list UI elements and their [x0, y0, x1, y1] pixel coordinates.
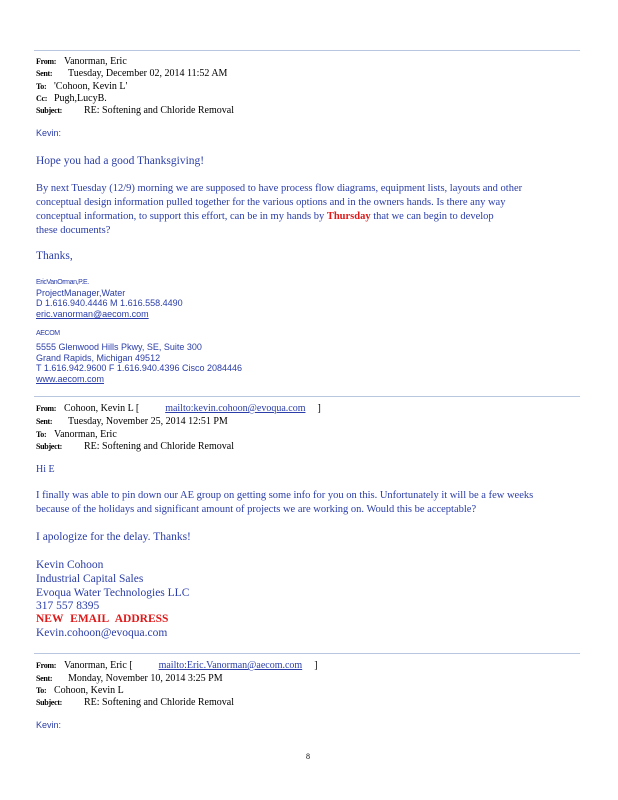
email2-greeting: Hi E	[36, 464, 55, 475]
email2-sig-company: Evoqua Water Technologies LLC	[36, 587, 190, 599]
email1-from-line	[36, 56, 127, 67]
from-label: From:	[36, 404, 57, 413]
email2-mailto-link[interactable]: mailto:kevin.cohoon@evoqua.com	[165, 403, 306, 414]
email1-sig-web-link[interactable]: www.aecom.com	[36, 374, 105, 384]
separator-rule	[34, 396, 580, 397]
email3-from-line	[36, 660, 318, 671]
from-label: From:	[36, 57, 57, 66]
email1-sig-email-link[interactable]: eric.vanorman@aecom.com	[36, 309, 149, 319]
email3-subject: RE: Softening and Chloride Removal	[84, 697, 234, 708]
cc-label: Cc:	[36, 94, 48, 103]
email1-to-line	[36, 81, 127, 92]
email3-subject-line	[36, 697, 234, 708]
email3-greeting: Kevin:	[36, 720, 62, 730]
email1-body-line	[36, 211, 494, 222]
highlighted-day: Thursday	[326, 211, 371, 222]
email2-subject: RE: Softening and Chloride Removal	[84, 441, 234, 452]
sent-label: Sent:	[36, 69, 53, 78]
subject-label: Subject:	[36, 442, 63, 451]
from-label: From:	[36, 661, 57, 670]
email1-sig-company: AECOM	[36, 330, 60, 337]
new-email-address-notice: NEW EMAIL ADDRESS	[36, 613, 169, 625]
email1-to: 'Cohoon, Kevin L'	[54, 81, 128, 92]
bracket: ]	[317, 403, 321, 414]
email2-from-line	[36, 403, 321, 414]
email1-sig-name: EricVanOrman,P.E.	[36, 279, 89, 286]
email2-sent-line	[36, 416, 228, 427]
separator-rule	[34, 50, 580, 51]
email3-sent-line	[36, 673, 223, 684]
email3-mailto-link[interactable]: mailto:Eric.Vanorman@aecom.com	[158, 660, 303, 671]
email1-subject: RE: Softening and Chloride Removal	[84, 105, 234, 116]
to-label: To:	[36, 82, 47, 91]
subject-label: Subject:	[36, 106, 63, 115]
email3-sent: Monday, November 10, 2014 3:25 PM	[68, 673, 223, 684]
sent-label: Sent:	[36, 674, 53, 683]
email1-greeting: Kevin:	[36, 128, 62, 138]
email2-to: Vanorman, Eric	[54, 429, 117, 440]
email3-to: Cohoon, Kevin L	[54, 685, 124, 696]
email2-body-line: because of the holidays and significant amount of projects we are working on. Would this be acceptable?	[36, 504, 477, 515]
email1-from: Vanorman, Eric	[64, 56, 127, 67]
email2-sig-name: Kevin Cohoon	[36, 559, 104, 571]
email1-sig-phone: T 1.616.942.9600 F 1.616.940.4396 Cisco 2084446	[36, 363, 242, 373]
email3-from: Vanorman, Eric [	[64, 660, 133, 671]
email1-sent-line	[36, 68, 227, 79]
email1-body-line: conceptual design information pulled together for the various options and in the owners hands. Is there any way	[36, 197, 506, 208]
email2-sig-email: Kevin.cohoon@evoqua.com	[36, 627, 168, 639]
email2-sent: Tuesday, November 25, 2014 12:51 PM	[68, 416, 228, 427]
email1-body-line: Hope you had a good Thanksgiving!	[36, 155, 205, 167]
email1-sig-title: ProjectManager,Water	[36, 288, 126, 298]
email2-from: Cohoon, Kevin L [	[64, 403, 140, 414]
to-label: To:	[36, 686, 47, 695]
bracket: ]	[314, 660, 318, 671]
email2-sig-phone: 317 557 8395	[36, 600, 100, 612]
body-text: conceptual information, to support this effort, can be in my hands by	[36, 211, 327, 222]
to-label: To:	[36, 430, 47, 439]
email1-sig-address: 5555 Glenwood Hills Pkwy, SE, Suite 300	[36, 342, 202, 352]
email1-subject-line	[36, 105, 234, 116]
body-text: that we can begin to develop	[370, 211, 494, 222]
email1-sent: Tuesday, December 02, 2014 11:52 AM	[68, 68, 228, 79]
email2-to-line	[36, 429, 117, 440]
subject-label: Subject:	[36, 698, 63, 707]
email1-sig-address: Grand Rapids, Michigan 49512	[36, 353, 161, 363]
email2-body-line: I apologize for the delay. Thanks!	[36, 531, 191, 543]
email3-to-line	[36, 685, 124, 696]
email2-sig-title: Industrial Capital Sales	[36, 573, 144, 585]
email1-thanks: Thanks,	[36, 250, 73, 262]
separator-rule	[34, 653, 580, 654]
email1-body-line: these documents?	[36, 225, 111, 236]
email2-body-line: I finally was able to pin down our AE group on getting some info for you on this. Unfortunately it will be a few weeks	[36, 490, 534, 501]
sent-label: Sent:	[36, 417, 53, 426]
email2-subject-line	[36, 441, 234, 452]
page-number: 8	[306, 752, 310, 761]
email1-body-line: By next Tuesday (12/9) morning we are supposed to have process flow diagrams, equipment lists, layouts and other	[36, 183, 523, 194]
email1-cc-line	[36, 93, 107, 104]
email1-cc: Pugh,LucyB.	[54, 93, 107, 104]
email1-sig-phone: D 1.616.940.4446 M 1.616.558.4490	[36, 298, 183, 308]
